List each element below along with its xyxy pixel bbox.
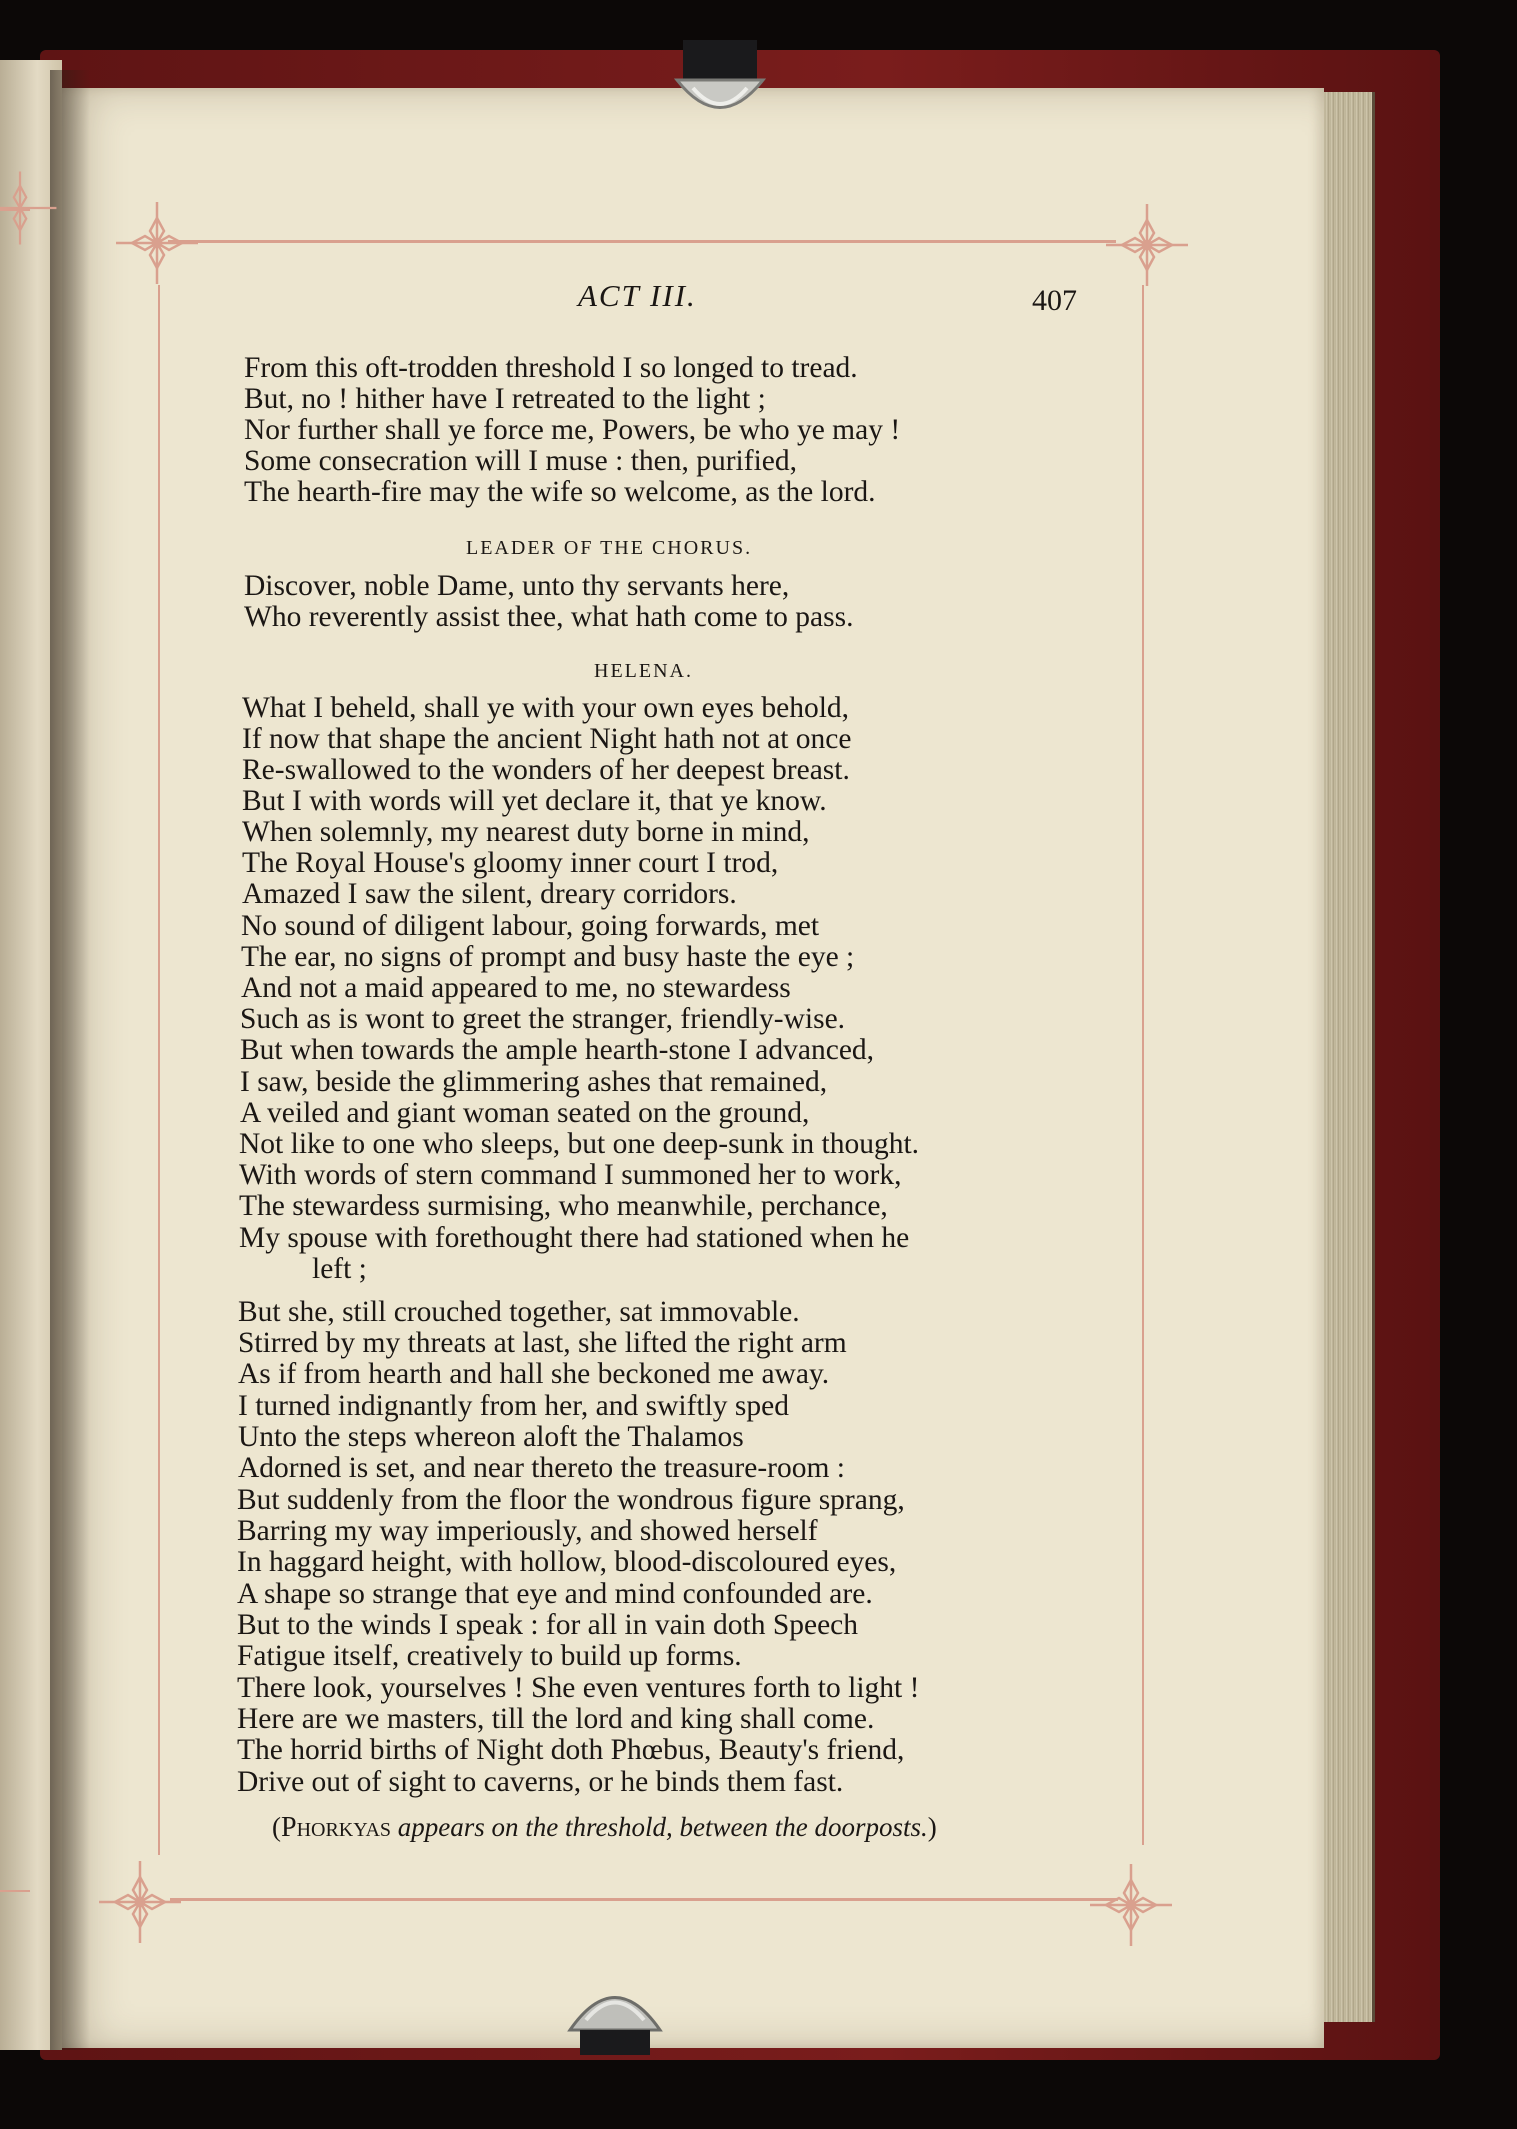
verse-line: I turned indignantly from her, and swiftly sped	[238, 1390, 790, 1422]
verse-line: Unto the steps whereon aloft the Thalamos	[238, 1421, 744, 1453]
corner-ornament-icon	[1086, 1860, 1176, 1950]
bottom-page-clip-icon	[560, 1975, 670, 2055]
stage-character-name: Phorkyas	[281, 1812, 392, 1843]
verse-line: Such as is wont to greet the stranger, friendly-wise.	[240, 1003, 846, 1035]
verse-line: From this oft-trodden threshold I so longed to tread.	[244, 352, 858, 384]
stage-direction-text: appears on the threshold, between the doorposts.	[397, 1812, 928, 1842]
verse-line: The hearth-fire may the wife so welcome, as the lord.	[244, 476, 876, 508]
verse-line: But to the winds I speak : for all in vain doth Speech	[237, 1609, 859, 1641]
verse-line: There look, yourselves ! She even ventures forth to light !	[237, 1672, 920, 1704]
left-page-ornament-icon	[0, 168, 60, 248]
verse-line: Stirred by my threats at last, she lifted the right arm	[238, 1327, 847, 1359]
verse-line: In haggard height, with hollow, blood-discoloured eyes,	[237, 1546, 897, 1578]
verse-line: Not like to one who sleeps, but one deep-sunk in thought.	[239, 1128, 920, 1160]
top-page-clip-icon	[665, 40, 775, 120]
frame-rule-bottom	[170, 1898, 1118, 1901]
corner-ornament-icon	[112, 198, 202, 288]
verse-line: A shape so strange that eye and mind confounded are.	[237, 1578, 873, 1610]
speaker-heading: HELENA.	[594, 660, 693, 682]
gutter-shadow	[50, 70, 90, 2050]
corner-ornament-icon	[1102, 200, 1192, 290]
verse-line: But I with words will yet declare it, that ye know.	[242, 785, 827, 817]
speaker-heading: LEADER OF THE CHORUS.	[466, 537, 753, 559]
verse-line: Re-swallowed to the wonders of her deepest breast.	[242, 754, 850, 786]
verse-line: Here are we masters, till the lord and king shall come.	[237, 1703, 875, 1735]
left-page-rule-bottom	[0, 1890, 30, 1892]
verse-line: Nor further shall ye force me, Powers, be who ye may !	[244, 414, 901, 446]
verse-line: If now that shape the ancient Night hath not at once	[242, 723, 852, 755]
verse-line: The stewardess surmising, who meanwhile, perchance,	[239, 1190, 888, 1222]
verse-line: Amazed I saw the silent, dreary corridors.	[242, 878, 737, 910]
corner-ornament-icon	[95, 1857, 185, 1947]
verse-line: No sound of diligent labour, going forwards, met	[241, 910, 820, 942]
verse-line: With words of stern command I summoned her to work,	[239, 1159, 902, 1191]
verse-line: Fatigue itself, creatively to build up forms.	[237, 1640, 742, 1672]
verse-line: The Royal House's gloomy inner court I trod,	[242, 847, 779, 879]
verse-line: Barring my way imperiously, and showed herself	[237, 1515, 818, 1547]
verse-line: Who reverently assist thee, what hath come to pass.	[244, 601, 854, 633]
verse-line: But suddenly from the floor the wondrous figure sprang,	[237, 1484, 905, 1516]
stage-paren-close: )	[927, 1812, 937, 1842]
frame-rule-top	[168, 240, 1116, 243]
verse-line: The horrid births of Night doth Phœbus, Beauty's friend,	[237, 1734, 905, 1766]
verse-line-continuation: left ;	[312, 1253, 367, 1285]
frame-rule-left	[158, 285, 160, 1855]
verse-line: Discover, noble Dame, unto thy servants here,	[244, 570, 790, 602]
page-number: 407	[1032, 284, 1077, 317]
verse-line: My spouse with forethought there had stationed when he	[239, 1222, 910, 1254]
verse-line: The ear, no signs of prompt and busy haste the eye ;	[241, 941, 855, 973]
verse-line: But she, still crouched together, sat immovable.	[238, 1296, 800, 1328]
stage-direction	[272, 1811, 937, 1844]
verse-line: What I beheld, shall ye with your own eyes behold,	[242, 692, 850, 724]
verse-line: Drive out of sight to caverns, or he binds them fast.	[237, 1766, 844, 1798]
verse-line: But, no ! hither have I retreated to the light ;	[244, 383, 766, 415]
frame-rule-right	[1142, 285, 1144, 1845]
verse-line: As if from hearth and hall she beckoned me away.	[238, 1358, 830, 1390]
running-head: ACT III.	[578, 278, 697, 313]
stage-paren-open: (	[272, 1812, 281, 1842]
verse-line: When solemnly, my nearest duty borne in mind,	[242, 816, 810, 848]
verse-line: And not a maid appeared to me, no stewardess	[241, 972, 791, 1004]
verse-line: I saw, beside the glimmering ashes that remained,	[240, 1066, 828, 1098]
verse-line: But when towards the ample hearth-stone I advanced,	[240, 1034, 875, 1066]
verse-line: Some consecration will I muse : then, purified,	[244, 445, 797, 477]
verse-line: A veiled and giant woman seated on the ground,	[240, 1097, 810, 1129]
verse-line: Adorned is set, and near thereto the treasure-room :	[238, 1452, 845, 1484]
